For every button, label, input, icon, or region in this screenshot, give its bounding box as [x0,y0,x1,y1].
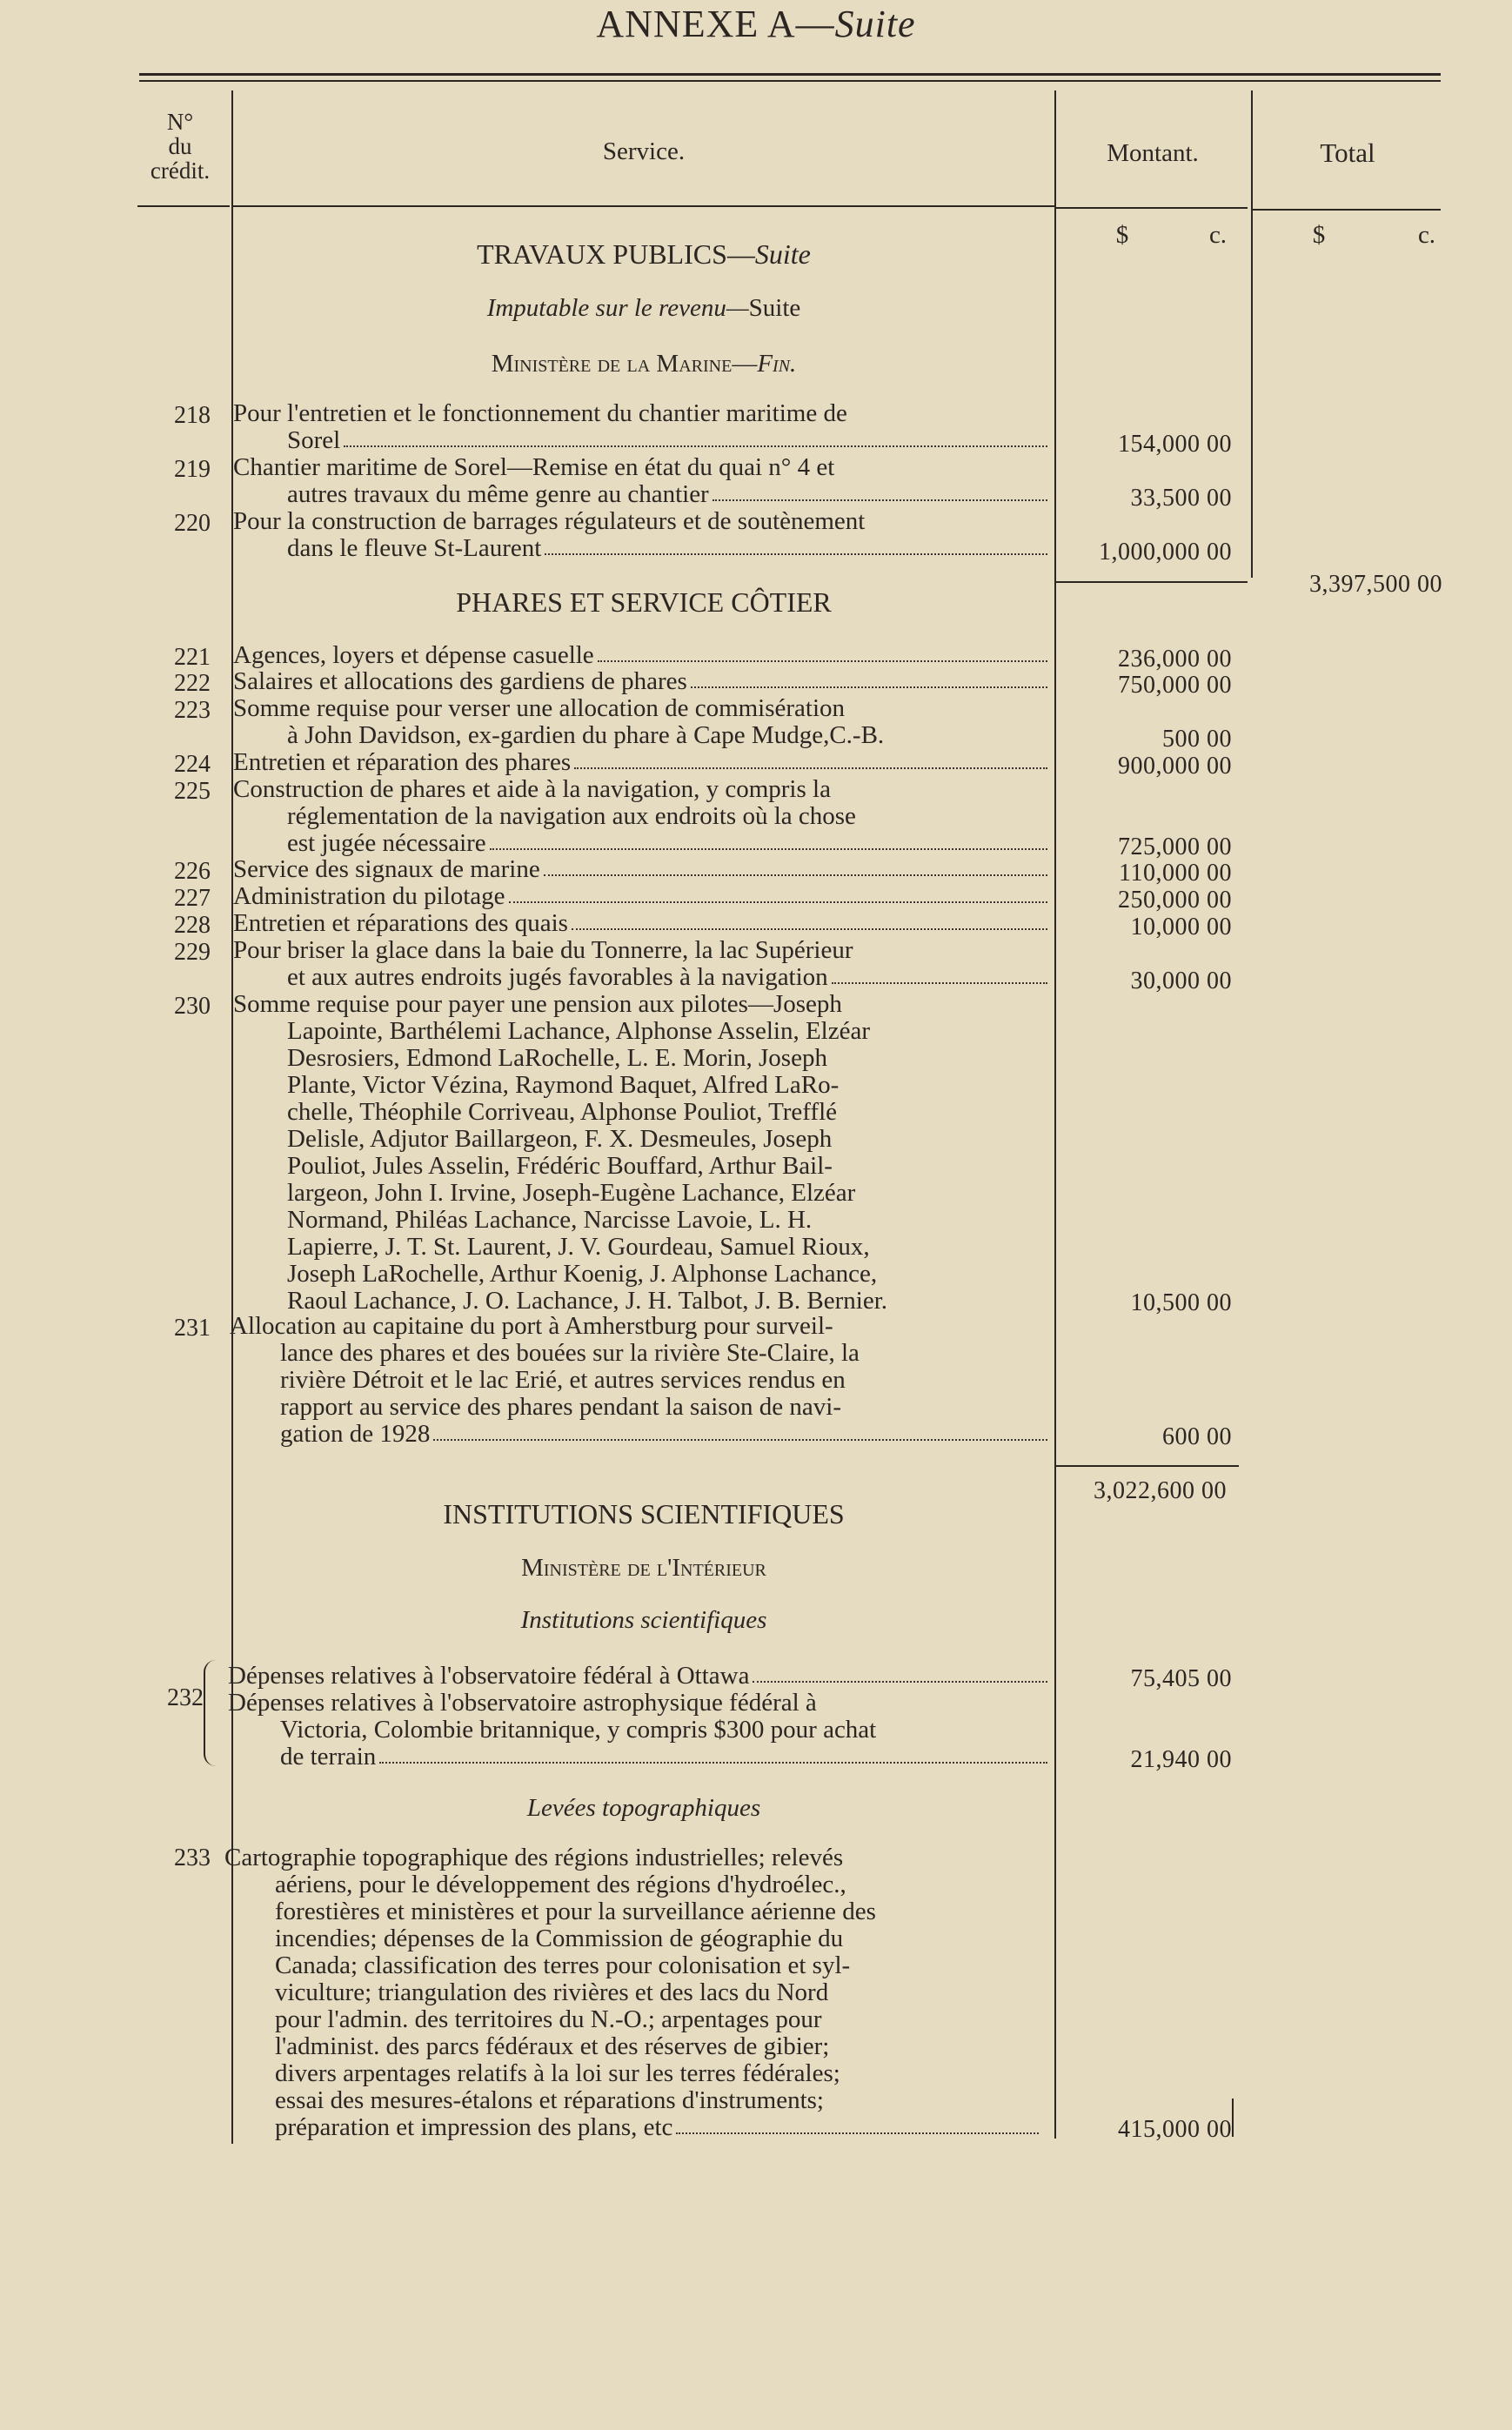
credit-number: 221 [174,644,211,671]
service-line: Sorel [287,427,1051,454]
amount: 500 00 [1162,726,1232,753]
top-rule-thin [139,80,1441,82]
service-line: réglementation de la navigation aux endroits où la chose [287,802,856,830]
header-rule-total [1253,209,1441,211]
service-line: gation de 1928 [280,1421,1051,1448]
service-line: largeon, John I. Irvine, Joseph-Eugène Lachance, Elzéar [287,1179,856,1207]
dollar-sign-total: $ [1312,221,1326,249]
service-line: chelle, Théophile Corriveau, Alphonse Pouliot, Trefflé [287,1098,838,1126]
service-line: Dépenses relatives à l'observatoire fédéral à Ottawa [228,1663,1051,1690]
service-line: viculture; triangulation des rivières et des lacs du Nord [275,1978,829,2006]
service-line: est jugée nécessaire [287,830,1051,857]
service-line: autres travaux du même genre au chantier [287,481,1051,508]
service-line: Pouliot, Jules Asselin, Frédéric Bouffard, Arthur Bail- [287,1152,833,1180]
amount: 600 00 [1162,1423,1232,1450]
header-rule-num [137,205,230,207]
service-line: préparation et impression des plans, etc [275,2114,1042,2141]
credit-number: 218 [174,402,211,429]
service-line: rapport au service des phares pendant la saison de navi- [280,1393,842,1421]
header-total: Total [1320,137,1375,168]
amount: 33,500 00 [1130,485,1232,512]
credit-number: 227 [174,885,211,912]
service-line: essai des mesures-étalons et réparations d'instruments; [275,2086,824,2114]
amount: 750,000 00 [1118,672,1232,699]
service-line: aériens, pour le développement des régions d'hydroélec., [275,1871,846,1898]
dollar-sign-montant: $ [1115,221,1129,249]
header-rule-montant [1056,207,1248,209]
cents-label-total: c. [1417,221,1436,249]
service-line: Salaires et allocations des gardiens de phares [233,668,1051,695]
service-line: Agences, loyers et dépense casuelle [233,642,1051,669]
service-line: lance des phares et des bouées sur la rivière Ste-Claire, la [280,1339,860,1367]
credit-number: 226 [174,858,211,885]
credit-number: 228 [174,912,211,939]
heading-levees-topographiques: Levées topographiques [526,1794,761,1822]
service-line: incendies; dépenses de la Commission de géographie du [275,1925,844,1952]
header-montant: Montant. [1107,139,1199,167]
subtotal-rule [1056,581,1248,583]
service-line: Pour briser la glace dans la baie du Tonnerre, la lac Supérieur [233,936,853,964]
top-rule [139,73,1441,76]
service-line: Entretien et réparations des quais [233,910,1051,937]
service-line: Cartographie topographique des régions industrielles; relevés [224,1844,844,1871]
service-line: Victoria, Colombie britannique, y compris $300 pour achat [280,1716,877,1744]
service-line: Pour l'entretien et le fonctionnement du chantier maritime de [233,399,847,427]
column-tick [1232,2099,1234,2137]
credit-number: 220 [174,510,211,537]
service-line: Joseph LaRochelle, Arthur Koenig, J. Alphonse Lachance, [287,1260,878,1288]
service-line: divers arpentages relatifs à la loi sur les terres fédérales; [275,2059,840,2087]
amount: 236,000 00 [1118,646,1232,673]
service-line: Normand, Philéas Lachance, Narcisse Lavoie, L. H. [287,1206,813,1234]
credit-number: 222 [174,670,211,697]
service-line: et aux autres endroits jugés favorables à la navigation [287,964,1051,991]
service-line: Lapointe, Barthélemi Lachance, Alphonse Asselin, Elzéar [287,1017,870,1045]
credit-number: 231 [174,1315,211,1342]
cents-label-montant: c. [1208,221,1228,249]
service-line: Desrosiers, Edmond LaRochelle, L. E. Morin, Joseph [287,1044,827,1072]
amount: 75,405 00 [1130,1665,1232,1692]
service-line: Dépenses relatives à l'observatoire astrophysique fédéral à [228,1689,817,1717]
amount: 250,000 00 [1118,887,1232,914]
service-line: Canada; classification des terres pour colonisation et syl- [275,1951,851,1979]
credit-number: 225 [174,778,211,805]
service-line: dans le fleuve St-Laurent [287,535,1051,562]
service-line: Delisle, Adjutor Baillargeon, F. X. Desmeules, Joseph [287,1125,833,1153]
header-service: Service. [602,137,686,165]
amount: 725,000 00 [1118,833,1232,860]
header-credit-number: N° du crédit. [150,109,211,184]
amount: 21,940 00 [1130,1746,1232,1773]
heading-travaux-publics: TRAVAUX PUBLICS—Suite [477,238,811,270]
credit-number: 219 [174,456,211,483]
heading-institutions: INSTITUTIONS SCIENTIFIQUES [443,1498,845,1530]
amount: 10,000 00 [1130,914,1232,941]
service-line: Construction de phares et aide à la navigation, y compris la [233,775,831,803]
service-line: Somme requise pour payer une pension aux pilotes—Joseph [233,990,842,1018]
header-rule-service [233,205,1054,207]
service-line: Plante, Victor Vézina, Raymond Baquet, Alfred LaRo- [287,1071,840,1099]
credit-number: 233 [174,1844,211,1871]
credit-number: 224 [174,751,211,778]
service-line: Service des signaux de marine [233,856,1051,883]
amount: 10,500 00 [1130,1289,1232,1316]
service-line: l'administ. des parcs fédéraux et des réserves de gibier; [275,2032,830,2060]
service-line: Chantier maritime de Sorel—Remise en état du quai n° 4 et [233,453,835,481]
brace-232 [204,1660,217,1766]
heading-imputable: Imputable sur le revenu—Suite [486,294,801,322]
service-line: de terrain [280,1744,1051,1771]
service-line: à John Davidson, ex-gardien du phare à Cape Mudge,C.-B. [287,721,885,749]
heading-ministere-interieur: Ministère de l'Intérieur [521,1554,766,1582]
heading-ministere-marine: Ministère de la Marine—Fin. [491,350,797,378]
heading-phares: PHARES ET SERVICE CÔTIER [456,586,832,618]
service-line: pour l'admin. des territoires du N.-O.; arpentages pour [275,2005,822,2033]
amount: 154,000 00 [1118,431,1232,458]
subtotal-amount: 3,022,600 00 [1094,1477,1227,1504]
service-line: Allocation au capitaine du port à Amherstburg pour surveil- [230,1312,833,1340]
service-line: Raoul Lachance, J. O. Lachance, J. H. Talbot, J. B. Bernier. [287,1287,888,1315]
total-amount: 3,397,500 00 [1309,571,1442,598]
subtotal-rule [1056,1465,1239,1467]
amount: 415,000 00 [1118,2116,1232,2143]
amount: 110,000 00 [1119,860,1232,887]
credit-number: 232 [167,1684,204,1711]
page-title: ANNEXE A—Suite [596,3,916,45]
amount: 1,000,000 00 [1099,539,1232,566]
amount: 30,000 00 [1130,967,1232,994]
heading-institutions-scientifiques: Institutions scientifiques [520,1606,767,1634]
amount: 900,000 00 [1118,753,1232,780]
service-line: Lapierre, J. T. St. Laurent, J. V. Gourdeau, Samuel Rioux, [287,1233,870,1261]
credit-number: 230 [174,993,211,1020]
service-line: rivière Détroit et le lac Erié, et autres services rendus en [280,1366,846,1394]
column-divider-service [1054,90,1056,2139]
service-line: Pour la construction de barrages régulateurs et de soutènement [233,507,866,535]
column-divider-num [231,90,233,2144]
credit-number: 229 [174,939,211,966]
service-line: Somme requise pour verser une allocation de commisération [233,694,846,722]
credit-number: 223 [174,697,211,724]
service-line: Administration du pilotage [233,883,1051,910]
service-line: forestières et ministères et pour la surveillance aérienne des [275,1898,876,1925]
service-line: Entretien et réparation des phares [233,749,1051,776]
